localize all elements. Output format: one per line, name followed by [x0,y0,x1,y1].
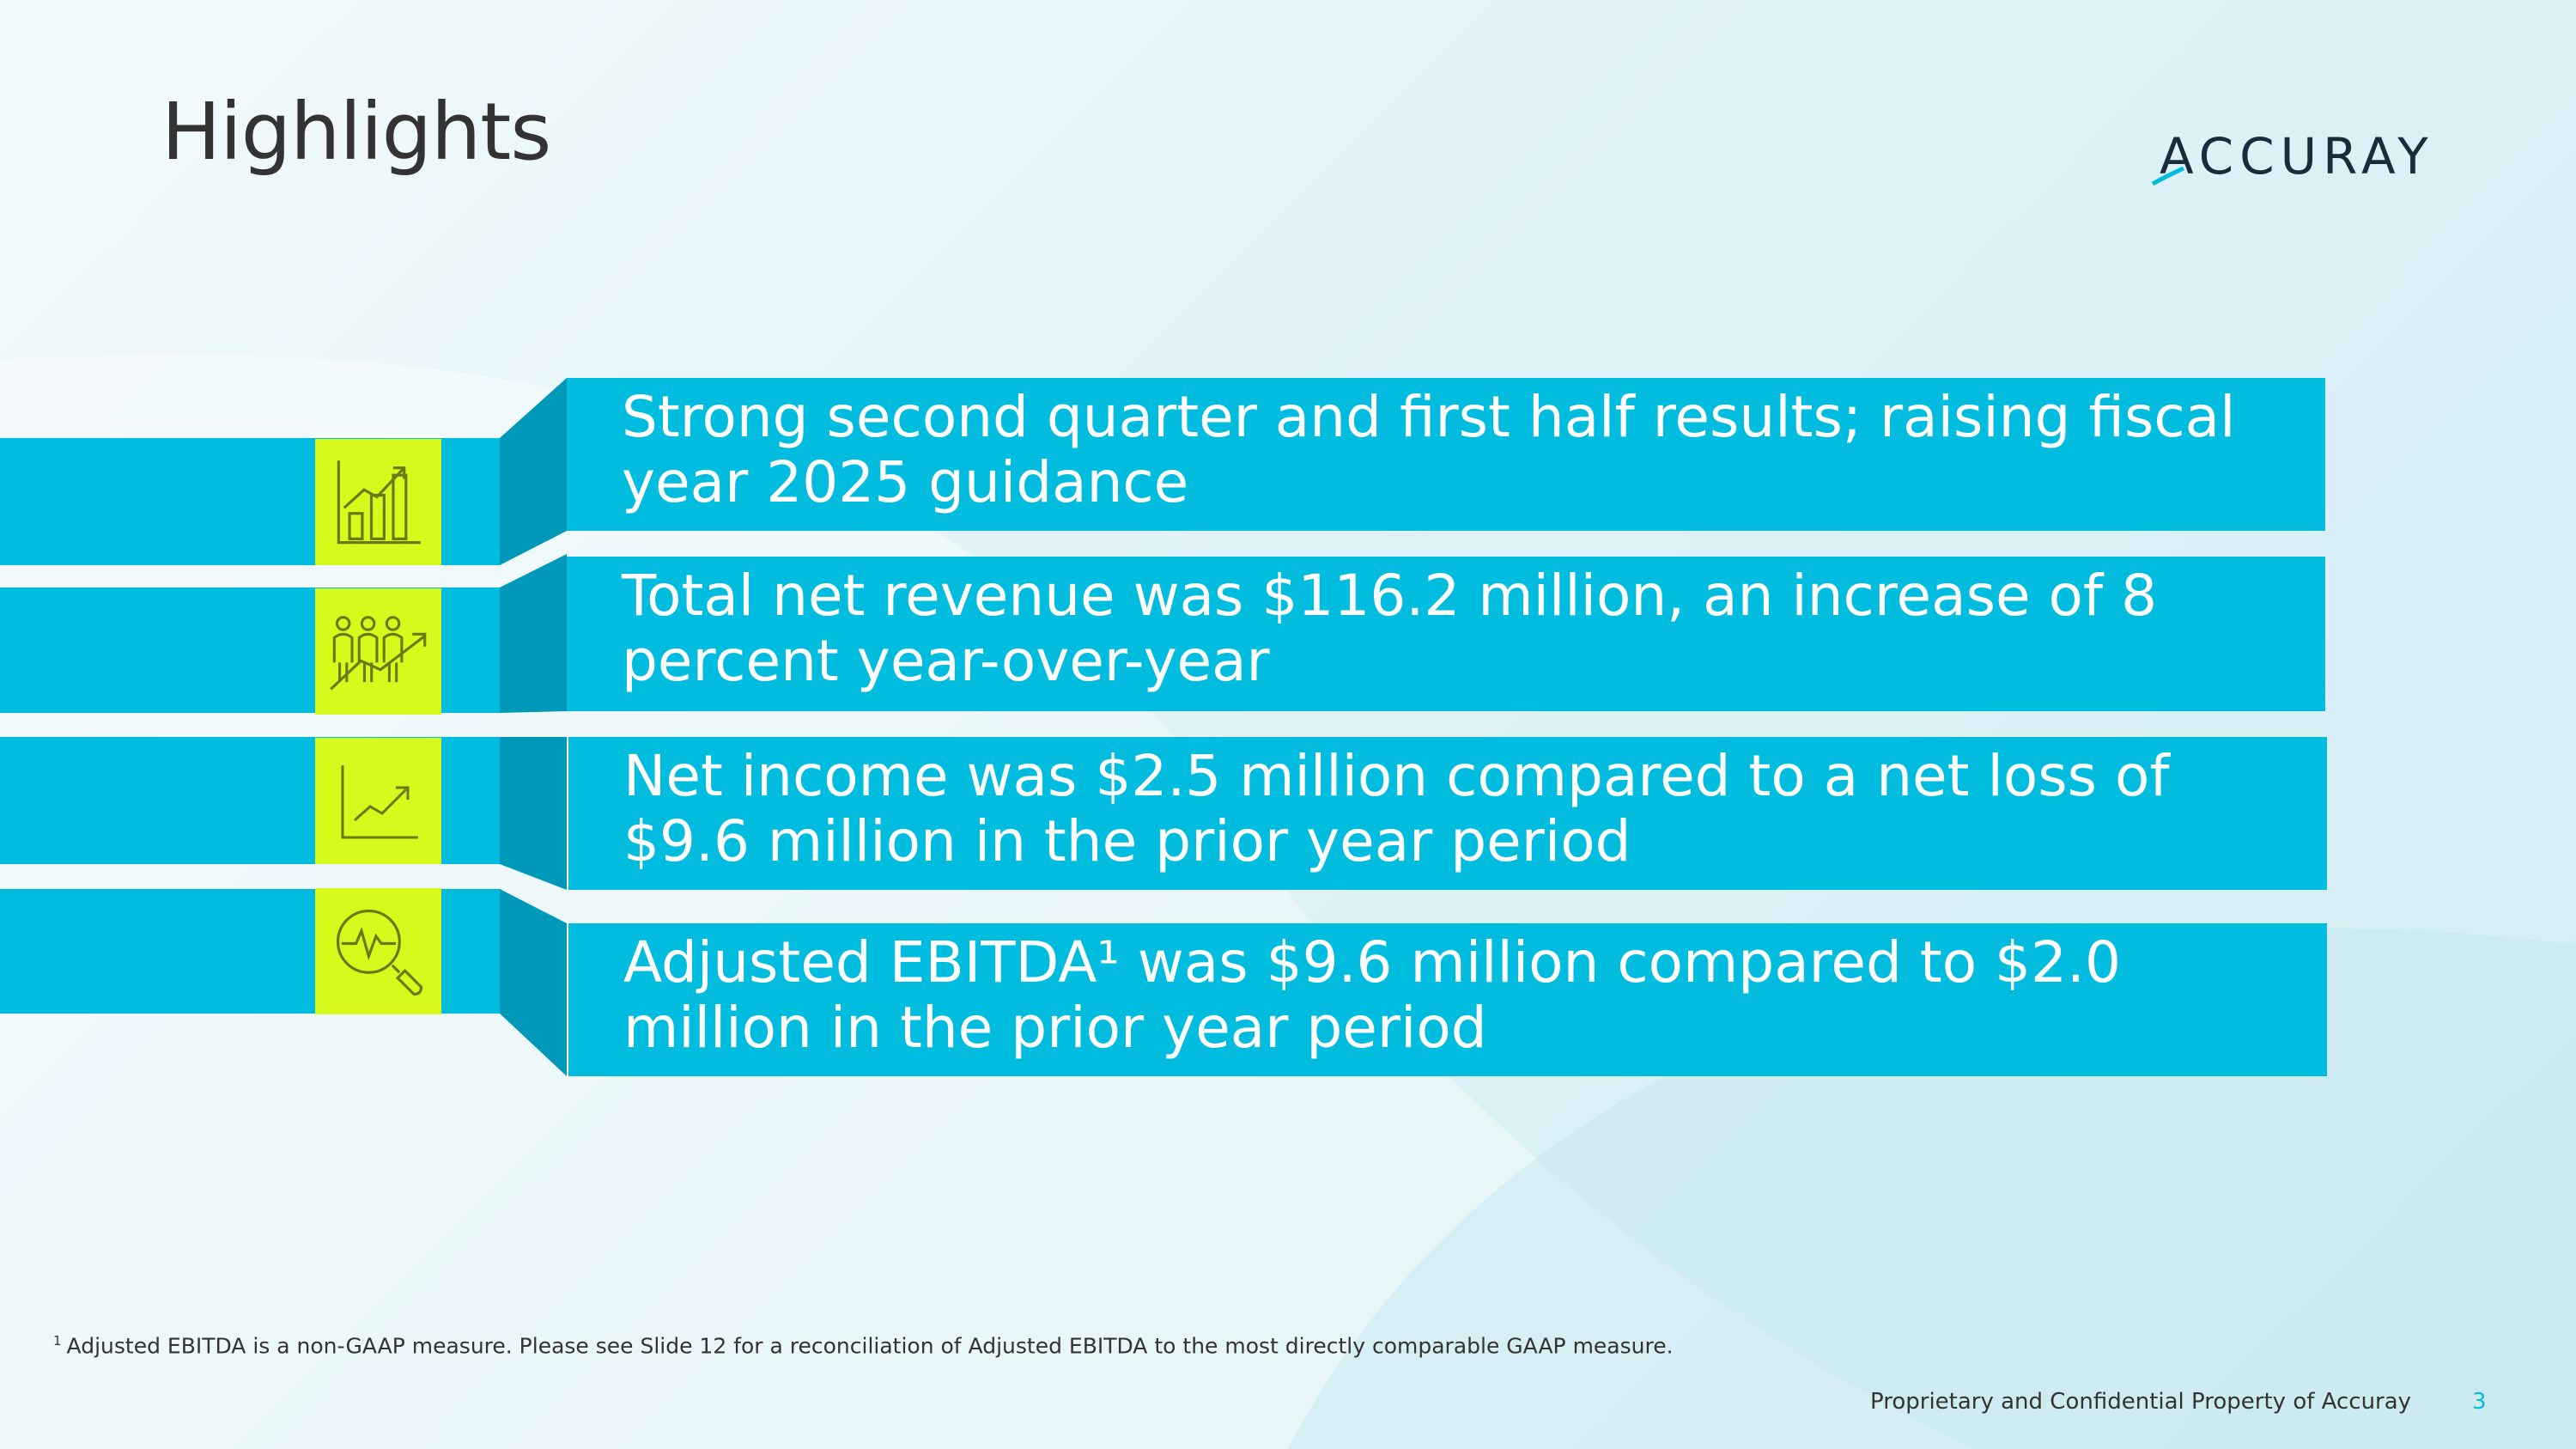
page-number: 3 [2472,1389,2487,1415]
highlight-text-4: Adjusted EBITDA¹ was $9.6 million compared to $2.0 million in the prior year period [623,929,2122,1061]
magnifier-pulse-icon [315,888,441,1014]
bar-chart-growth-icon [315,439,441,565]
footnote-text: Adjusted EBITDA is a non-GAAP measure. Please see Slide 12 for a reconciliation of Adjusted EBITDA to the most directly comparable GAAP measure. [66,1333,1674,1359]
logo-wordmark: ACCURAY [2160,127,2434,186]
highlight-text-1: Strong second quarter and first half results; raising fiscal year 2025 guidance [622,384,2236,515]
page-title: Highlights [161,86,551,178]
footnote [53,1333,1674,1358]
line-chart-icon [315,738,441,864]
highlight-bar-1 [567,378,2325,531]
footnote-marker: 1 [53,1333,62,1349]
highlight-text-2: Total net revenue was $116.2 million, an increase of 8 percent year-over-year [622,563,2158,694]
highlight-bar-4 [568,923,2327,1076]
highlight-bar-2 [567,557,2325,711]
footer-confidential: Proprietary and Confidential Property of Accuray [1870,1389,2412,1415]
highlight-bar-3 [568,737,2327,890]
team-growth-icon [315,588,441,715]
highlight-text-3: Net income was $2.5 million compared to a net loss of $9.6 million in the prior year period [623,743,2170,874]
